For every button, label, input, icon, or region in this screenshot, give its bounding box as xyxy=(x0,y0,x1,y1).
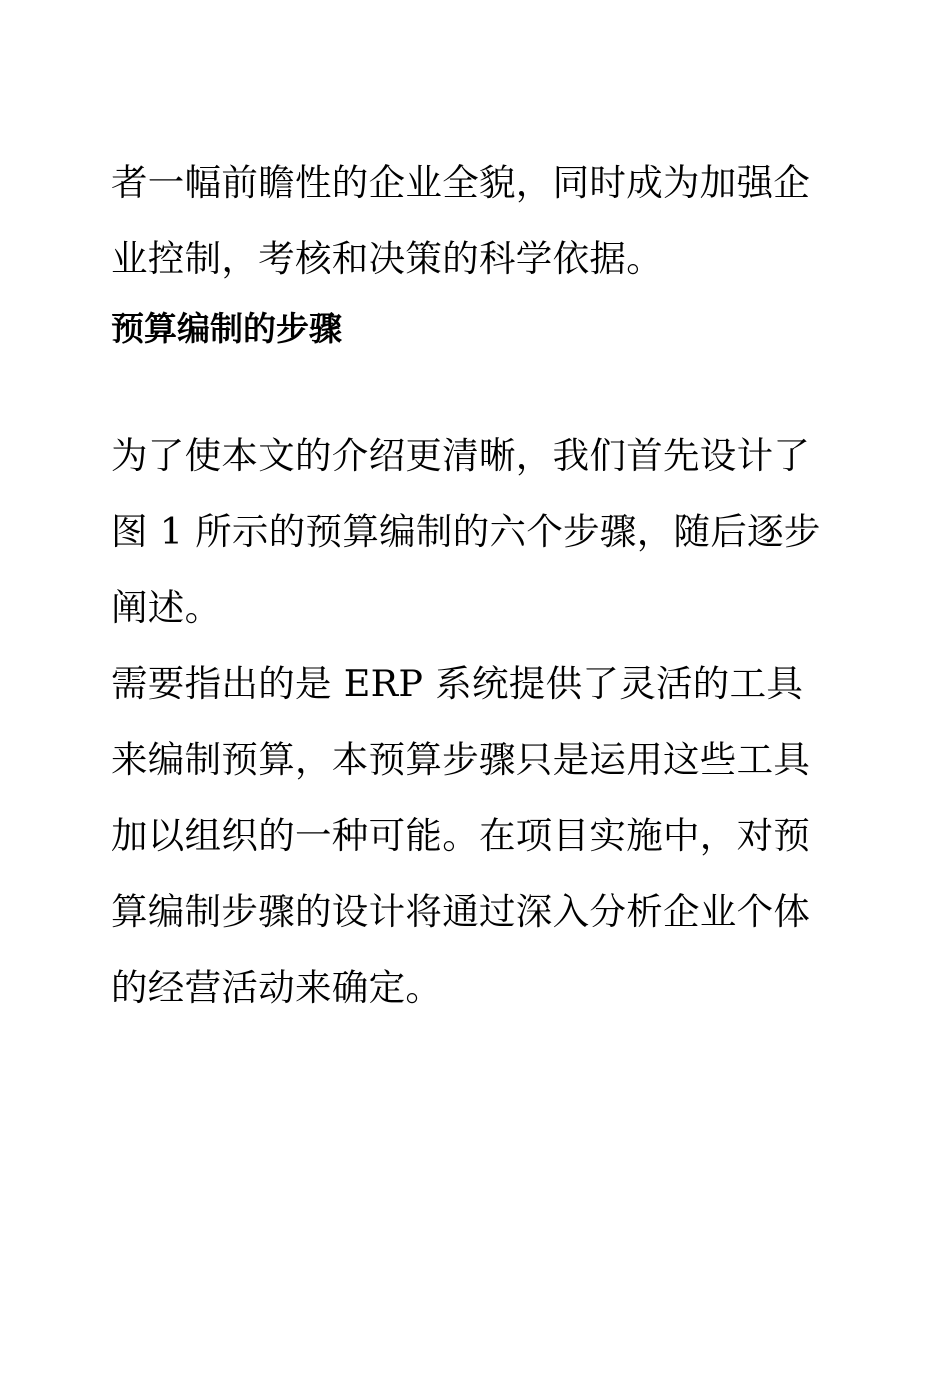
text-line: 加以组织的一种可能。在项目实施中，对预 xyxy=(111,814,811,857)
text-line: 为了使本文的介绍更清晰，我们首先设计了 xyxy=(111,434,811,477)
text-line: 需要指出的是 ERP 系统提供了灵活的工具 xyxy=(111,662,804,705)
paragraph-intro-continuation xyxy=(111,145,846,297)
section-heading: 预算编制的步骤 xyxy=(111,309,342,348)
spacer xyxy=(111,354,846,418)
paragraph-steps-intro xyxy=(111,418,846,646)
text-line: 者一幅前瞻性的企业全貌，同时成为加强企 xyxy=(111,161,811,204)
text-line: 阐述。 xyxy=(111,586,222,629)
text-line: 来编制预算，本预算步骤只是运用这些工具 xyxy=(111,738,811,781)
text-line: 的经营活动来确定。 xyxy=(111,966,443,1009)
document-body xyxy=(111,145,846,1026)
paragraph-erp-note xyxy=(111,646,846,1026)
text-line: 算编制步骤的设计将通过深入分析企业个体 xyxy=(111,890,811,933)
text-line: 图 1 所示的预算编制的六个步骤，随后逐步 xyxy=(111,510,821,553)
text-line: 业控制，考核和决策的科学依据。 xyxy=(111,237,663,280)
